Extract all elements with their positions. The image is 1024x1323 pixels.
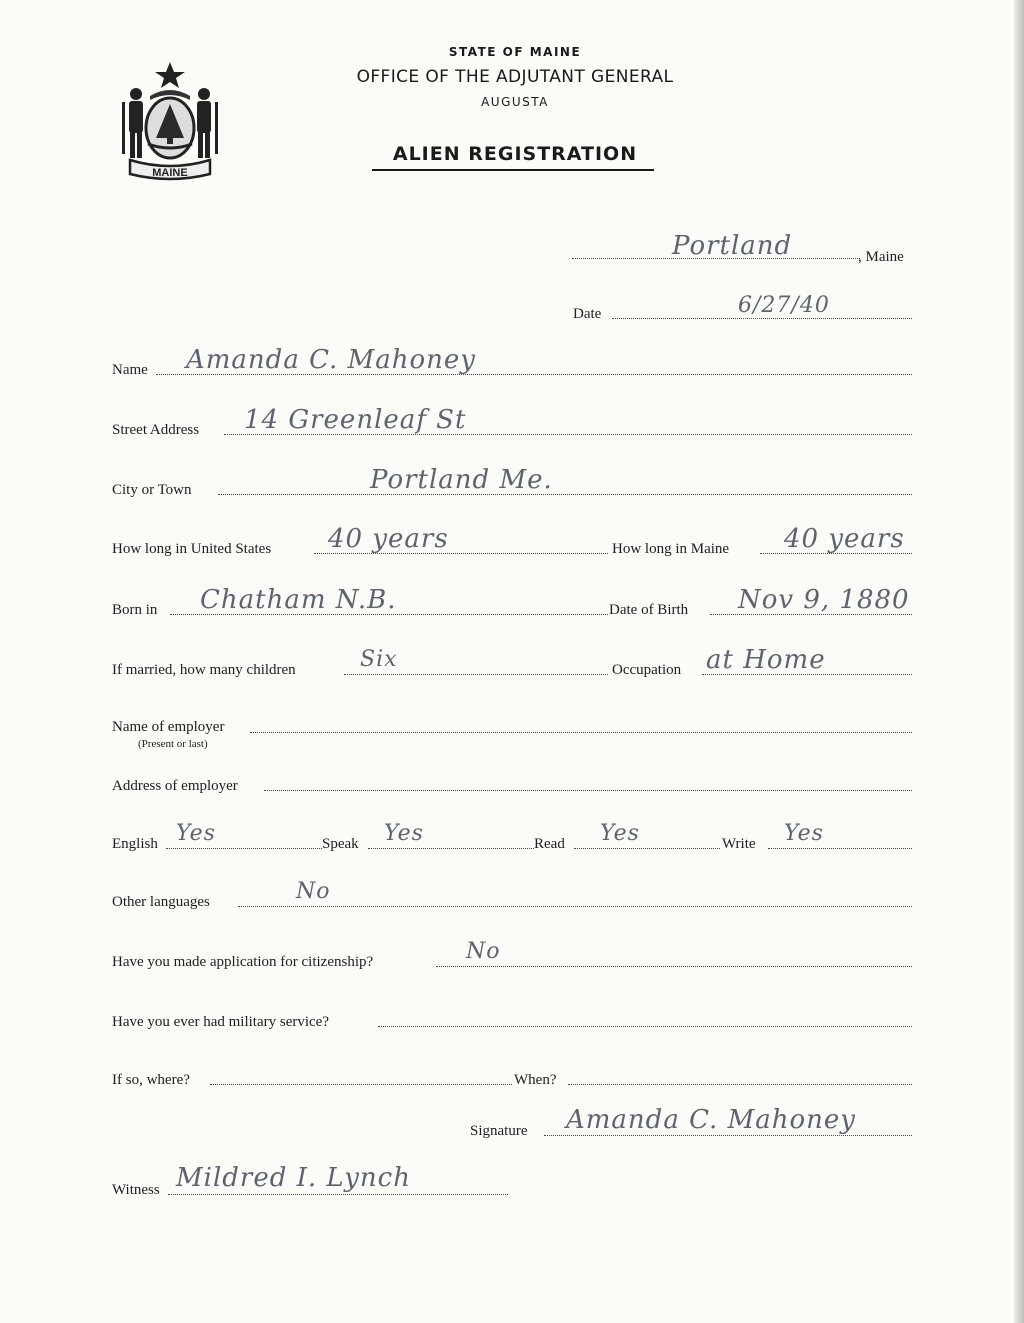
date-label: Date [573,306,602,322]
employer-address-label: Address of employer [112,778,238,794]
children-label: If married, how many children [112,662,296,678]
witness-line [168,1194,508,1195]
street-address-label: Street Address [112,422,200,438]
occupation-label: Occupation [612,662,682,678]
city-label: City or Town [112,482,192,498]
date-of-birth-label: Date of Birth [609,602,689,618]
name-label: Name [112,362,148,378]
born-in-label: Born in [112,602,158,618]
other-languages-label: Other languages [112,894,210,910]
citizenship-line [436,966,912,967]
date-of-birth-handwriting: Nov 9, 1880 [738,585,910,615]
how-long-us-handwriting: 40 years [328,524,449,554]
when-label: When? [514,1072,557,1088]
place-handwriting: Portland [672,231,793,261]
maine-state-seal-icon [112,56,228,184]
witness-label: Witness [112,1182,160,1198]
how-long-us-label: How long in United States [112,541,272,557]
read-handwriting: Yes [600,821,640,846]
witness-handwriting: Mildred I. Lynch [176,1163,411,1193]
city-handwriting: Portland Me. [370,465,553,495]
how-long-maine-label: How long in Maine [612,541,730,557]
header-city: AUGUSTA [481,95,549,109]
employer-address-line [264,790,912,791]
citizenship-handwriting: No [466,939,501,964]
street-address-handwriting: 14 Greenleaf St [244,405,467,435]
date-handwriting: 6/27/40 [738,293,830,318]
write-handwriting: Yes [784,821,824,846]
speak-handwriting: Yes [384,821,424,846]
header-state: STATE OF MAINE [448,45,582,59]
occupation-handwriting: at Home [706,645,826,675]
born-in-handwriting: Chatham N.B. [200,585,397,615]
signature-handwriting: Amanda C. Mahoney [566,1105,856,1135]
employer-name-sublabel: (Present or last) [138,738,208,750]
if-so-where-line [210,1084,512,1085]
name-handwriting: Amanda C. Mahoney [186,345,476,375]
employer-name-line [250,732,912,733]
write-label: Write [722,836,756,852]
english-label: English [112,836,158,852]
read-label: Read [534,836,565,852]
english-handwriting: Yes [176,821,216,846]
form-title: ALIEN REGISTRATION [392,143,638,165]
read-line [574,848,720,849]
when-line [568,1084,912,1085]
city-line [218,494,912,495]
speak-label: Speak [322,836,359,852]
other-languages-handwriting: No [296,879,331,904]
if-so-where-label: If so, where? [112,1072,190,1088]
header-office: OFFICE OF THE ADJUTANT GENERAL [356,67,674,87]
title-underline [372,169,654,171]
employer-name-label: Name of employer [112,719,225,735]
military-service-label: Have you ever had military service? [112,1014,329,1030]
how-long-maine-handwriting: 40 years [784,524,905,554]
place-suffix-label: , Maine [858,249,904,265]
other-languages-line [238,906,912,907]
page-edge-shadow [1014,0,1024,1323]
seal-banner-text: MAINE [152,167,188,179]
children-handwriting: Six [360,647,398,672]
military-service-line [378,1026,912,1027]
signature-label: Signature [470,1123,528,1139]
citizenship-label: Have you made application for citizenship? [112,954,374,970]
